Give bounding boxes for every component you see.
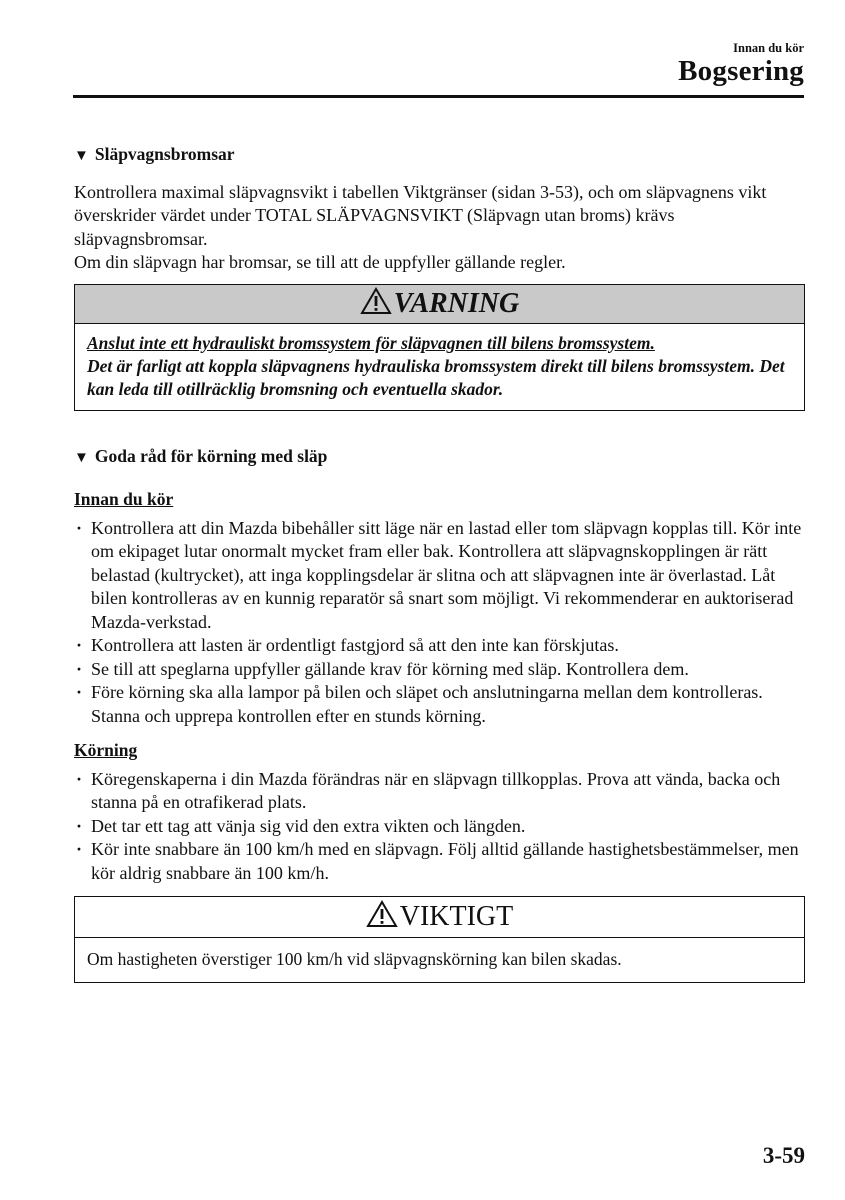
list-item: · Köregenskaperna i din Mazda förändras när en släpvagn tillkopplas. Prova att vända, backa och stanna på en otrafikerad plats. — [74, 768, 805, 815]
tips-heading-text: Goda råd för körning med släp — [94, 445, 328, 466]
warning-label: VARNING — [393, 287, 520, 319]
page-title: Bogsering — [678, 55, 804, 87]
warning-line-2: Det är farligt att koppla släpvagnens hydrauliska bromssystem direkt till bilens bromssystem. Det kan leda till otillräcklig bromsning och eventuella skador. — [87, 355, 785, 399]
before-driving-list — [74, 517, 805, 729]
list-item: · Kontrollera att din Mazda bibehåller sitt läge när en lastad eller tom släpvagn kopplas till. Kör inte om ekipaget lutar onormalt mycket fram eller bak. Kontrollera att släpvagnskopplingen är rätt belastad (kultrycket), att inga kopplingsdelar är slitna och att släpvagnen inte är överlastad. Låt bilen kontrolleras av en kunnig reparatör så snart som möjligt. Vi rekommenderar en auktoriserad Mazda-verkstad. — [74, 517, 805, 635]
list-item: · Det tar ett tag att vänja sig vid den extra vikten och längden. — [74, 815, 805, 839]
warning-line-1: Anslut inte ett hydrauliskt bromssystem för släpvagnen till bilens bromssystem. — [87, 332, 655, 353]
list-item: · Se till att speglarna uppfyller gällande krav för körning med släp. Kontrollera dem. — [74, 658, 805, 682]
list-item: · Kör inte snabbare än 100 km/h med en släpvagn. Följ alltid gällande hastighetsbestämmelser, men kör aldrig snabbare än 100 km/h. — [74, 838, 805, 885]
brakes-heading-text: Släpvagnsbromsar — [94, 144, 235, 164]
before-driving-heading: Innan du kör — [74, 489, 174, 509]
brakes-heading — [74, 143, 805, 169]
header-section-label: Innan du kör — [733, 41, 804, 55]
important-box — [74, 896, 805, 983]
driving-list — [74, 768, 805, 886]
header-divider — [73, 95, 804, 98]
important-label: VIKTIGT — [399, 901, 514, 932]
tips-heading — [74, 445, 805, 471]
list-item: · Kontrollera att lasten är ordentligt fastgjord så att den inte kan förskjutas. — [74, 634, 805, 658]
warning-box — [74, 284, 805, 411]
warning-triangle-icon — [360, 288, 394, 319]
warning-body — [75, 324, 804, 410]
main-content — [74, 143, 805, 983]
page-number: 3-59 — [762, 1143, 805, 1168]
section-triangle-icon: ▼ — [74, 449, 89, 466]
brakes-paragraph-2: Om din släpvagn har bromsar, se till att de uppfyller gällande regler. — [74, 252, 566, 272]
list-item: · Före körning ska alla lampor på bilen och släpet och anslutningarna mellan dem kontrolleras. Stanna och upprepa kontrollen efter en stunds körning. — [74, 681, 805, 728]
warning-header — [75, 285, 804, 324]
important-header — [75, 897, 804, 938]
warning-triangle-icon — [366, 901, 400, 932]
section-triangle-icon: ▼ — [74, 148, 89, 164]
important-body: Om hastigheten överstiger 100 km/h vid släpvagnskörning kan bilen skadas. — [87, 949, 622, 969]
driving-heading: Körning — [74, 740, 138, 760]
brakes-paragraph-1: Kontrollera maximal släpvagnsvikt i tabellen Viktgränser (sidan 3-53), och om släpvagnens vikt överskrider värdet under TOTAL SLÄPVAGNSVIKT (Släpvagn utan broms) krävs släpvagnsbromsar. — [74, 181, 767, 249]
